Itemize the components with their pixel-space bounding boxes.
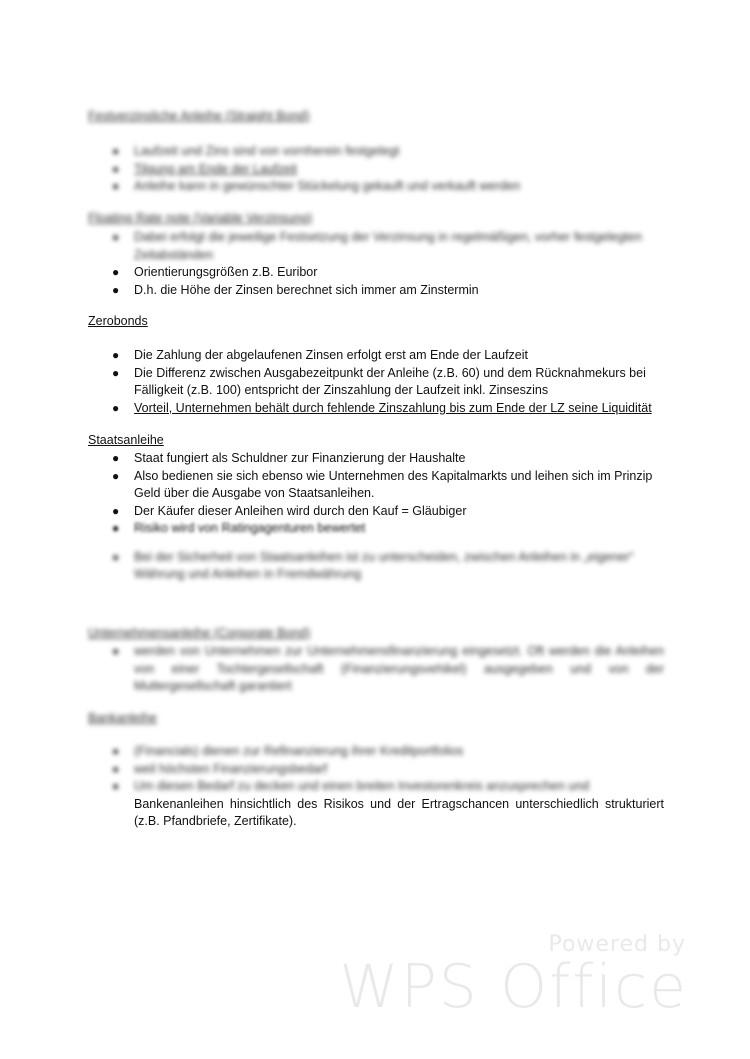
list-item: ● D.h. die Höhe der Zinsen berechnet sich immer am Zinstermin bbox=[112, 282, 664, 300]
section-heading-corporate-bond: Unternehmensanleihe (Corporate Bond) bbox=[88, 626, 311, 640]
bullet-dot-icon: ● bbox=[112, 761, 120, 776]
list-item: ● Dabei erfolgt die jeweilige Festsetzung der Verzinsung in regelmäßigen, vorher festgelegten Zeitabständen bbox=[112, 230, 642, 262]
list-item: ● (Financials) dienen zur Refinanzierung ihrer Kreditportfolios bbox=[112, 743, 664, 761]
list-item: ● Vorteil, Unternehmen behält durch fehlende Zinszahlung bis zum Ende der LZ seine Liquidität bbox=[112, 400, 664, 418]
wps-office-watermark bbox=[339, 932, 688, 1022]
list-item: ● Orientierungsgrößen z.B. Euribor bbox=[112, 264, 664, 282]
bullet-dot-icon: ● bbox=[112, 744, 120, 758]
list-item: ● Die Differenz zwischen Ausgabezeitpunkt der Anleihe (z.B. 60) und dem Rücknahmekurs bei Fälligkeit (z.B. 100) entspricht der Zinszahlung der Laufzeit inkl. Zinseszins bbox=[112, 365, 646, 397]
list-item: ● Staat fungiert als Schuldner zur Finanzierung der Haushalte bbox=[112, 450, 664, 468]
bullet-dot-icon: ● bbox=[112, 161, 120, 176]
list-staatsanleihe bbox=[112, 450, 664, 584]
bullet-dot-icon: ● bbox=[112, 230, 120, 244]
bullet-dot-icon: ● bbox=[112, 468, 120, 483]
list-item: ● Die Zahlung der abgelaufenen Zinsen erfolgt erst am Ende der Laufzeit bbox=[112, 347, 664, 365]
bullet-dot-icon: ● bbox=[112, 644, 120, 658]
bullet-dot-icon: ● bbox=[112, 400, 120, 415]
list-item-continuation: Bankenanleihen hinsichtlich des Risikos und der Ertragschancen unterschiedlich strukturiert (z.B. Pfandbriefe, Zertifikate). bbox=[134, 796, 664, 828]
list-item: ● weil höchsten Finanzierungsbedarf bbox=[112, 761, 664, 779]
bullet-dot-icon: ● bbox=[112, 451, 120, 465]
bullet-dot-icon: ● bbox=[112, 779, 120, 793]
bullet-dot-icon: ● bbox=[112, 144, 120, 158]
list-corporate-bond bbox=[112, 643, 664, 696]
section-heading-staatsanleihe: Staatsanleihe bbox=[88, 433, 164, 447]
list-floating-rate bbox=[112, 229, 664, 299]
list-item: ● Laufzeit und Zins sind von vornherein festgelegt bbox=[112, 143, 664, 161]
list-item: ● Tilgung am Ende der Laufzeit bbox=[112, 161, 664, 179]
bullet-dot-icon: ● bbox=[112, 521, 120, 535]
section-heading-straight-bond: Festverzinsliche Anleihe (Straight Bond) bbox=[88, 109, 310, 123]
bullet-dot-icon: ● bbox=[112, 265, 120, 279]
list-bankanleihe bbox=[112, 743, 664, 831]
watermark-powered-by: Powered by bbox=[548, 932, 686, 957]
section-heading-bankanleihe: Bankanleihe bbox=[88, 711, 157, 725]
bullet-dot-icon: ● bbox=[112, 503, 120, 518]
bullet-dot-icon: ● bbox=[112, 549, 120, 564]
list-zerobonds bbox=[112, 347, 664, 417]
list-item: ● Also bedienen sie sich ebenso wie Unternehmen des Kapitalmarkts und leihen sich im Prinzip Geld über die Ausgabe von Staatsanleihen. bbox=[112, 468, 653, 500]
section-heading-floating-rate: Floating Rate note (Variable Verzinsung) bbox=[88, 211, 313, 225]
list-item: ● werden von Unternehmen zur Unternehmensfinanzierung eingesetzt. Oft werden die Anleihen von einer Tochtergesellschaft (Finanzierungsvehikel) ausgegeben und von der Muttergesellschaft garantiert bbox=[112, 644, 664, 693]
list-straight-bond bbox=[112, 143, 664, 196]
bullet-dot-icon: ● bbox=[112, 282, 120, 297]
list-item: ● Bei der Sicherheit von Staatsanleihen ist zu unterscheiden, zwischen Anleihen in „eigener“ Währung und Anleihen in Fremdwährung bbox=[112, 549, 634, 581]
list-item: ● Risiko wird von Ratingagenturen bewertet bbox=[112, 520, 664, 538]
list-item: ● Der Käufer dieser Anleihen wird durch den Kauf = Gläubiger bbox=[112, 503, 664, 521]
watermark-logo-text: WPS Office bbox=[339, 952, 688, 1022]
bullet-dot-icon: ● bbox=[112, 179, 120, 193]
section-heading-zerobonds: Zerobonds bbox=[88, 314, 148, 328]
bullet-dot-icon: ● bbox=[112, 365, 120, 380]
bullet-dot-icon: ● bbox=[112, 348, 120, 362]
list-item: ● Anleihe kann in gewünschter Stückelung gekauft und verkauft werden bbox=[112, 178, 664, 196]
list-item: ● Um diesen Bedarf zu decken und einen breiten Investorenkreis anzusprechen und bbox=[112, 778, 664, 796]
